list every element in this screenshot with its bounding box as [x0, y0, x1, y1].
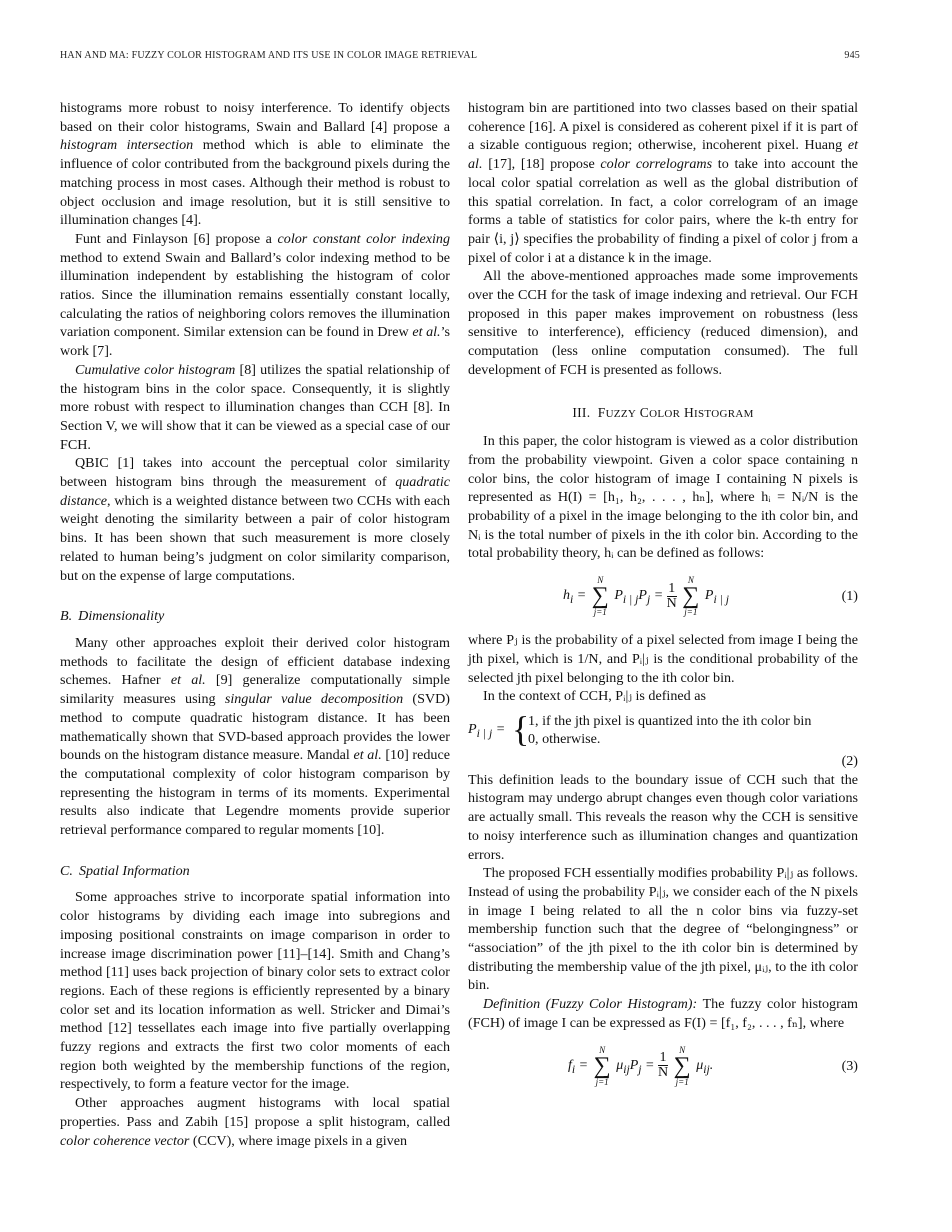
section-heading-b: B. Dimensionality [60, 608, 165, 625]
paragraph: QBIC [1] takes into account the perceptual color similarity between histogram bins through the measurement of quadratic distance, which is a weighted distance between two CCHs with each weight denoting the similarity between a pair of color histogram bins. It has been shown that such measurement is more closely related to human being’s judgment on color similarity comparison, but on the expense of large computations. [60, 455, 450, 584]
paragraph: All the above-mentioned approaches made some improvements over the CCH for the task of image indexing and retrieval. Our FCH proposed in this paper makes improvement on robustness (less sensitive to interference), efficiency (reduced dimension), and computation (less online computation consumed). The full development of FCH is presented as follows. [468, 268, 858, 378]
section-heading-c: C. Spatial Information [60, 862, 190, 879]
paragraph: histograms more robust to noisy interference. To identify objects based on their color histograms, Swain and Ballard [4] propose a histogram intersection method which is able to eliminate the influence of color contributed from the background pixels during the matching process in most cases. Although their method is robust to object occlusion and image resolution, but it is still sensitive to illumination changes [4]. [60, 100, 450, 229]
section-heading-iii: III. FUZZY COLOR HISTOGRAM [572, 404, 754, 420]
paragraph: In the context of CCH, Pᵢ|ⱼ is defined as [483, 688, 706, 705]
paragraph: Some approaches strive to incorporate spatial information into color histograms by dividing each image into subregions and imposing positional constraints on image comparison in order to increase image discrimination power [11]–[14]. Smith and Chang’s method [11] uses back projection of binary color sets to extract color regions. Each of these regions is efficiently represented by a binary color set and its location information as well. Stricker and Dimai’s method [12] tessellates each image into five partially overlapping fuzzy regions and extracts the first two color moments of each region both weighted by the membership functions of the region, respectively, to form a feature vector for the image. [60, 889, 450, 1093]
page-number: 945 [844, 50, 860, 61]
equation-1 [468, 569, 858, 627]
paragraph: This definition leads to the boundary issue of CCH such that the histogram may undergo abrupt changes even though color variations are actually small. This reveals the reason why the CCH is sensitive to noisy interference such as illumination changes and quantization errors. [468, 771, 858, 863]
paragraph: The proposed FCH essentially modifies probability Pᵢ|ⱼ as follows. Instead of using the probability Pᵢ|ⱼ, we consider each of the N pixels in image I being related to all the n color bins via fuzzy-set membership function such that the degree of “belongingness” or “association” of the jth pixel to the ith color bin is determined by distributing the membership value of the jth pixel, μᵢⱼ, to the ith color bin. [468, 865, 858, 994]
equation-2-case-2: 0, otherwise. [528, 730, 601, 747]
paragraph: Definition (Fuzzy Color Histogram): The fuzzy color histogram (FCH) of image I can be expressed as F(I) = [f₁, f₂, . . . , fₙ], where [468, 996, 858, 1031]
equation-2-lhs: $P_{i | j}$ = [468, 720, 506, 740]
equation-2-number: (2) [841, 752, 858, 769]
paragraph: histogram bin are partitioned into two classes based on their spatial coherence [16]. A pixel is considered as coherent pixel if it is part of a sizable contiguous region; otherwise, incoherent pixel. Huang et al. [17], [18] propose color correlograms to take into account the local color spatial correlation as well as the global distribution of this spatial correlation. In fact, a color correlogram of an image forms a table of statistics for color pairs, where the k-th entry for pair ⟨i, j⟩ specifies the probability of finding a pixel of color j from a pixel of color i at a distance k in the image. [468, 100, 859, 266]
paragraph: Cumulative color histogram [8] utilizes the spatial relationship of the histogram bins in the color space. Consequently, it is slightly more robust with respect to illumination changes than CCH [8]. In Section V, we will show that it can be viewed as a special case of our FCH. [60, 361, 450, 453]
paragraph: where Pⱼ is the probability of a pixel selected from image I being the jth pixel, which is 1/N, and Pᵢ|ⱼ is the conditional probability of the selected jth pixel belonging to the ith color bin. [468, 632, 858, 686]
equation-3 [468, 1039, 858, 1097]
paragraph: Many other approaches exploit their derived color histogram methods to facilitate the design of efficient database indexing schemes. Hafner et al. [9] generalize computationally simple similarity measures using singular value decomposition (SVD) method to compute quadratic histogram distance. It has been mathematically shown that SVD-based approach provides the lower bounds on the histogram distance measure. Mandal et al. [10] reduce the computational complexity of color histogram comparison by representing the histogram in terms of its moments. Experimental results also indicate that Legendre moments provide superior retrieval performance compared to regular moments [10]. [60, 634, 451, 839]
paragraph: Other approaches augment histograms with local spatial properties. Pass and Zabih [15] propose a split histogram, called color coherence vector (CCV), where image pixels in a given [60, 1095, 450, 1149]
running-title: HAN AND MA: FUZZY COLOR HISTOGRAM AND ITS USE IN COLOR IMAGE RETRIEVAL [60, 50, 478, 61]
equation-3-formula: $f_i$ = N ∑ j=1 $\mu_{ij}P_j$ = $\frac{1}{N}$ N ∑ j=1 $\mu_{ij}$. [568, 1044, 714, 1087]
brace-symbol: { [512, 708, 530, 749]
equation-2 [468, 710, 858, 750]
equation-1-formula: $h_i$ = N ∑ j=1 $P_{i | j}P_j$ = $\frac{1}{N}$ N ∑ j=1 $P_{i | j}$ [563, 575, 729, 618]
equation-1-number: (1) [841, 588, 858, 605]
paragraph: Funt and Finlayson [6] propose a color constant color indexing method to extend Swain and Ballard’s color indexing method to be illumination independent by establishing the histogram of color ratios. Since the illumination remains essentially constant locally, calculating the ratios of neighboring colors removes the illumination variation component. Similar extension can be found in Drew et al.’s work [7]. [60, 230, 451, 360]
equation-2-case-1: 1, if the jth pixel is quantized into the ith color bin [528, 712, 812, 729]
equation-3-number: (3) [841, 1057, 858, 1074]
right-column [468, 99, 858, 1101]
paragraph: In this paper, the color histogram is viewed as a color distribution from the probability viewpoint. Given a color space containing n color bins, the color histogram of image I containing N pixels is represented as H(I) = [h₁, h₂, . . . , hₙ], where hᵢ = Nᵢ/N is the probability of a pixel in the image belonging to the ith color bin, and Nᵢ is the total number of pixels in the ith color bin. According to the total probability theory, hᵢ can be defined as follows: [468, 433, 858, 562]
left-column [60, 99, 450, 1150]
